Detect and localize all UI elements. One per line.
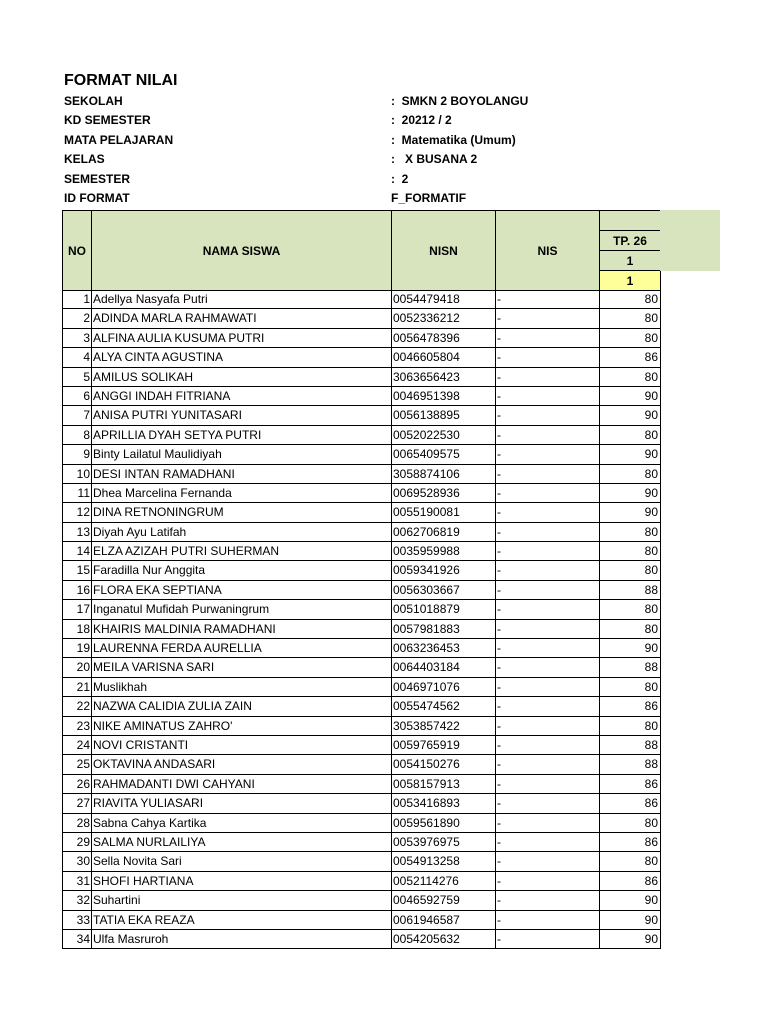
cell-nama[interactable]: ELZA AZIZAH PUTRI SUHERMAN	[91, 542, 391, 561]
cell-nama[interactable]: Dhea Marcelina Fernanda	[91, 484, 391, 503]
cell-nis[interactable]: -	[495, 872, 599, 891]
meta-value-id: F_FORMATIF	[391, 191, 467, 205]
cell-nilai[interactable]: 80	[599, 329, 661, 348]
table-row	[62, 794, 661, 813]
table-row	[62, 755, 661, 774]
table-row	[62, 775, 661, 794]
cell-nis[interactable]: -	[495, 930, 599, 949]
cell-nisn[interactable]: 0059765919	[391, 736, 495, 755]
cell-nis[interactable]: -	[495, 852, 599, 871]
table-row	[62, 600, 661, 619]
table-row	[62, 523, 661, 542]
table-row	[62, 697, 661, 716]
table-row	[62, 348, 661, 367]
cell-nilai[interactable]: 90	[599, 639, 661, 658]
cell-nisn[interactable]: 0054913258	[391, 852, 495, 871]
header-nilai-group	[599, 210, 661, 231]
meta-label-kelas: KELAS	[64, 152, 105, 166]
cell-nilai[interactable]: 90	[599, 445, 661, 464]
cell-nama[interactable]: LAURENNA FERDA AURELLIA	[91, 639, 391, 658]
cell-nis[interactable]: -	[495, 290, 599, 309]
cell-no[interactable]: 7	[62, 406, 91, 425]
cell-nama[interactable]: NOVI CRISTANTI	[91, 736, 391, 755]
cell-nama[interactable]: Suhartini	[91, 891, 391, 910]
cell-nis[interactable]: -	[495, 523, 599, 542]
cell-nis[interactable]: -	[495, 503, 599, 522]
table-row	[62, 658, 661, 677]
meta-value-kd: : 20212 / 2	[391, 113, 452, 127]
cell-nama[interactable]: ALYA CINTA AGUSTINA	[91, 348, 391, 367]
cell-nama[interactable]: Faradilla Nur Anggita	[91, 561, 391, 580]
cell-no[interactable]: 34	[62, 930, 91, 949]
cell-nisn[interactable]: 0052022530	[391, 426, 495, 445]
cell-nama[interactable]: NAZWA CALIDIA ZULIA ZAIN	[91, 697, 391, 716]
cell-nisn[interactable]: 0069528936	[391, 484, 495, 503]
cell-no[interactable]: 6	[62, 387, 91, 406]
table-row	[62, 736, 661, 755]
cell-nis[interactable]: -	[495, 329, 599, 348]
cell-nama[interactable]: KHAIRIS MALDINIA RAMADHANI	[91, 620, 391, 639]
cell-nama[interactable]: ANGGI INDAH FITRIANA	[91, 387, 391, 406]
header-nisn: NISN	[391, 210, 496, 291]
cell-nama[interactable]: Adellya Nasyafa Putri	[91, 290, 391, 309]
cell-nilai[interactable]: 80	[599, 678, 661, 697]
table-row	[62, 406, 661, 425]
table-row	[62, 542, 661, 561]
cell-no[interactable]: 18	[62, 620, 91, 639]
cell-nisn[interactable]: 0054479418	[391, 290, 495, 309]
header-nilai-overflow	[660, 210, 720, 271]
cell-nama[interactable]: SALMA NURLAILIYA	[91, 833, 391, 852]
cell-nisn[interactable]: 0052114276	[391, 872, 495, 891]
cell-nisn[interactable]: 0053976975	[391, 833, 495, 852]
cell-nilai[interactable]: 90	[599, 891, 661, 910]
meta-value-mapel: : Matematika (Umum)	[391, 133, 516, 147]
cell-nisn[interactable]: 0061946587	[391, 911, 495, 930]
table-row	[62, 581, 661, 600]
table-row	[62, 503, 661, 522]
meta-value-sekolah: : SMKN 2 BOYOLANGU	[391, 94, 529, 108]
cell-nis[interactable]: -	[495, 833, 599, 852]
cell-no[interactable]: 4	[62, 348, 91, 367]
cell-no[interactable]: 27	[62, 794, 91, 813]
cell-nis[interactable]: -	[495, 348, 599, 367]
cell-no[interactable]: 5	[62, 368, 91, 387]
table-row	[62, 290, 661, 309]
cell-nilai[interactable]: 86	[599, 872, 661, 891]
cell-nilai[interactable]: 80	[599, 465, 661, 484]
meta-label-sekolah: SEKOLAH	[64, 94, 123, 108]
cell-nis[interactable]: -	[495, 891, 599, 910]
cell-no[interactable]: 8	[62, 426, 91, 445]
cell-nis[interactable]: -	[495, 484, 599, 503]
cell-nilai[interactable]: 80	[599, 717, 661, 736]
meta-label-semester: SEMESTER	[64, 172, 131, 186]
cell-nis[interactable]: -	[495, 755, 599, 774]
cell-no[interactable]: 30	[62, 852, 91, 871]
cell-nama[interactable]: MEILA VARISNA SARI	[91, 658, 391, 677]
cell-nis[interactable]: -	[495, 620, 599, 639]
cell-nama[interactable]: ALFINA AULIA KUSUMA PUTRI	[91, 329, 391, 348]
meta-label-id: ID FORMAT	[64, 191, 130, 205]
cell-nis[interactable]: -	[495, 542, 599, 561]
table-row	[62, 445, 661, 464]
cell-nis[interactable]: -	[495, 697, 599, 716]
cell-nisn[interactable]: 3063656423	[391, 368, 495, 387]
cell-nisn[interactable]: 0065409575	[391, 445, 495, 464]
cell-nis[interactable]: -	[495, 775, 599, 794]
cell-nisn[interactable]: 0058157913	[391, 775, 495, 794]
cell-nilai[interactable]: 90	[599, 503, 661, 522]
cell-nilai[interactable]: 80	[599, 852, 661, 871]
table-row	[62, 872, 661, 891]
cell-nilai[interactable]: 80	[599, 620, 661, 639]
cell-nis[interactable]: -	[495, 911, 599, 930]
meta-value-kelas: : X BUSANA 2	[391, 152, 478, 166]
header-sub1: 1	[599, 250, 661, 271]
cell-nisn[interactable]: 3053857422	[391, 717, 495, 736]
cell-no[interactable]: 19	[62, 639, 91, 658]
table-row	[62, 309, 661, 328]
cell-nilai[interactable]: 80	[599, 600, 661, 619]
cell-nilai[interactable]: 80	[599, 290, 661, 309]
cell-no[interactable]: 24	[62, 736, 91, 755]
cell-nilai[interactable]: 80	[599, 309, 661, 328]
table-row	[62, 911, 661, 930]
cell-nama[interactable]: RIAVITA YULIASARI	[91, 794, 391, 813]
cell-nilai[interactable]: 80	[599, 368, 661, 387]
cell-nisn[interactable]: 0057981883	[391, 620, 495, 639]
cell-nama[interactable]: DINA RETNONINGRUM	[91, 503, 391, 522]
cell-nisn[interactable]: 0046971076	[391, 678, 495, 697]
cell-nisn[interactable]: 0052336212	[391, 309, 495, 328]
cell-nama[interactable]: TATIA EKA REAZA	[91, 911, 391, 930]
cell-nama[interactable]: Binty Lailatul Maulidiyah	[91, 445, 391, 464]
cell-nisn[interactable]: 0059341926	[391, 561, 495, 580]
cell-nilai[interactable]: 80	[599, 426, 661, 445]
cell-nisn[interactable]: 0035959988	[391, 542, 495, 561]
cell-no[interactable]: 32	[62, 891, 91, 910]
cell-no[interactable]: 15	[62, 561, 91, 580]
cell-no[interactable]: 9	[62, 445, 91, 464]
cell-nis[interactable]: -	[495, 406, 599, 425]
cell-nisn[interactable]: 0062706819	[391, 523, 495, 542]
cell-nilai[interactable]: 80	[599, 561, 661, 580]
cell-nis[interactable]: -	[495, 814, 599, 833]
cell-nilai[interactable]: 80	[599, 814, 661, 833]
cell-no[interactable]: 20	[62, 658, 91, 677]
cell-no[interactable]: 23	[62, 717, 91, 736]
cell-no[interactable]: 31	[62, 872, 91, 891]
table-row	[62, 639, 661, 658]
cell-no[interactable]: 33	[62, 911, 91, 930]
cell-nis[interactable]: -	[495, 581, 599, 600]
cell-nis[interactable]: -	[495, 445, 599, 464]
cell-nama[interactable]: Diyah Ayu Latifah	[91, 523, 391, 542]
cell-no[interactable]: 14	[62, 542, 91, 561]
cell-nis[interactable]: -	[495, 600, 599, 619]
cell-nama[interactable]: SHOFI HARTIANA	[91, 872, 391, 891]
cell-nis[interactable]: -	[495, 736, 599, 755]
cell-nis[interactable]: -	[495, 426, 599, 445]
table-row	[62, 465, 661, 484]
cell-nis[interactable]: -	[495, 658, 599, 677]
cell-nilai[interactable]: 86	[599, 775, 661, 794]
cell-nama[interactable]: ADINDA MARLA RAHMAWATI	[91, 309, 391, 328]
cell-no[interactable]: 26	[62, 775, 91, 794]
cell-no[interactable]: 16	[62, 581, 91, 600]
meta-value-semester: : 2	[391, 172, 409, 186]
cell-no[interactable]: 1	[62, 290, 91, 309]
cell-no[interactable]: 3	[62, 329, 91, 348]
cell-nama[interactable]: APRILLIA DYAH SETYA PUTRI	[91, 426, 391, 445]
cell-nisn[interactable]: 0063236453	[391, 639, 495, 658]
cell-nilai[interactable]: 86	[599, 794, 661, 813]
meta-label-kd: KD SEMESTER	[64, 113, 151, 127]
cell-no[interactable]: 2	[62, 309, 91, 328]
cell-nis[interactable]: -	[495, 561, 599, 580]
cell-nis[interactable]: -	[495, 639, 599, 658]
cell-nisn[interactable]: 0053416893	[391, 794, 495, 813]
cell-no[interactable]: 25	[62, 755, 91, 774]
cell-nisn[interactable]: 0046592759	[391, 891, 495, 910]
cell-nisn[interactable]: 0056478396	[391, 329, 495, 348]
meta-label-mapel: MATA PELAJARAN	[64, 133, 174, 147]
cell-nama[interactable]: RAHMADANTI DWI CAHYANI	[91, 775, 391, 794]
cell-nama[interactable]: NIKE AMINATUS ZAHRO'	[91, 717, 391, 736]
cell-nama[interactable]: DESI INTAN RAMADHANI	[91, 465, 391, 484]
cell-nisn[interactable]: 3058874106	[391, 465, 495, 484]
cell-no[interactable]: 29	[62, 833, 91, 852]
cell-nilai[interactable]: 88	[599, 736, 661, 755]
header-no: NO	[62, 210, 92, 291]
table-row	[62, 814, 661, 833]
cell-nilai[interactable]: 86	[599, 348, 661, 367]
cell-nilai[interactable]: 86	[599, 697, 661, 716]
cell-nisn[interactable]: 0056303667	[391, 581, 495, 600]
table-row	[62, 484, 661, 503]
cell-nilai[interactable]: 88	[599, 581, 661, 600]
cell-nama[interactable]: Ulfa Masruroh	[91, 930, 391, 949]
cell-no[interactable]: 22	[62, 697, 91, 716]
table-row	[62, 329, 661, 348]
cell-no[interactable]: 28	[62, 814, 91, 833]
table-row	[62, 368, 661, 387]
table-row	[62, 620, 661, 639]
cell-nama[interactable]: Inganatul Mufidah Purwaningrum	[91, 600, 391, 619]
cell-nilai[interactable]: 90	[599, 406, 661, 425]
cell-nis[interactable]: -	[495, 368, 599, 387]
cell-nis[interactable]: -	[495, 387, 599, 406]
cell-no[interactable]: 12	[62, 503, 91, 522]
header-nis: NIS	[495, 210, 600, 291]
cell-nama[interactable]: ANISA PUTRI YUNITASARI	[91, 406, 391, 425]
cell-no[interactable]: 10	[62, 465, 91, 484]
cell-nilai[interactable]: 86	[599, 833, 661, 852]
cell-nis[interactable]: -	[495, 678, 599, 697]
cell-nama[interactable]: Sabna Cahya Kartika	[91, 814, 391, 833]
table-row	[62, 891, 661, 910]
table-row	[62, 852, 661, 871]
cell-nis[interactable]: -	[495, 309, 599, 328]
cell-nama[interactable]: Muslikhah	[91, 678, 391, 697]
sheet-title: FORMAT NILAI	[64, 72, 178, 89]
cell-no[interactable]: 11	[62, 484, 91, 503]
cell-nis[interactable]: -	[495, 465, 599, 484]
cell-nisn[interactable]: 0051018879	[391, 600, 495, 619]
cell-no[interactable]: 17	[62, 600, 91, 619]
student-table-body	[62, 290, 661, 949]
table-row	[62, 717, 661, 736]
cell-nama[interactable]: FLORA EKA SEPTIANA	[91, 581, 391, 600]
cell-nama[interactable]: AMILUS SOLIKAH	[91, 368, 391, 387]
cell-nis[interactable]: -	[495, 717, 599, 736]
cell-nisn[interactable]: 0056138895	[391, 406, 495, 425]
cell-nisn[interactable]: 0055190081	[391, 503, 495, 522]
cell-nisn[interactable]: 0046605804	[391, 348, 495, 367]
cell-nisn[interactable]: 0055474562	[391, 697, 495, 716]
table-row	[62, 387, 661, 406]
cell-nilai[interactable]: 90	[599, 930, 661, 949]
cell-nilai[interactable]: 80	[599, 542, 661, 561]
cell-nilai[interactable]: 90	[599, 387, 661, 406]
cell-no[interactable]: 13	[62, 523, 91, 542]
cell-nisn[interactable]: 0054150276	[391, 755, 495, 774]
cell-nilai[interactable]: 88	[599, 658, 661, 677]
cell-nilai[interactable]: 90	[599, 484, 661, 503]
cell-nilai[interactable]: 88	[599, 755, 661, 774]
cell-nis[interactable]: -	[495, 794, 599, 813]
cell-nilai[interactable]: 80	[599, 523, 661, 542]
cell-nisn[interactable]: 0046951398	[391, 387, 495, 406]
cell-nisn[interactable]: 0059561890	[391, 814, 495, 833]
table-row	[62, 930, 661, 949]
cell-nama[interactable]: OKTAVINA ANDASARI	[91, 755, 391, 774]
cell-nama[interactable]: Sella Novita Sari	[91, 852, 391, 871]
table-row	[62, 678, 661, 697]
table-row	[62, 426, 661, 445]
header-nama-siswa: NAMA SISWA	[91, 210, 392, 291]
table-row	[62, 561, 661, 580]
cell-nisn[interactable]: 0054205632	[391, 930, 495, 949]
cell-nisn[interactable]: 0064403184	[391, 658, 495, 677]
header-sub2: 1	[599, 270, 661, 291]
cell-nilai[interactable]: 90	[599, 911, 661, 930]
header-tp: TP. 26	[599, 230, 661, 251]
table-row	[62, 833, 661, 852]
cell-no[interactable]: 21	[62, 678, 91, 697]
